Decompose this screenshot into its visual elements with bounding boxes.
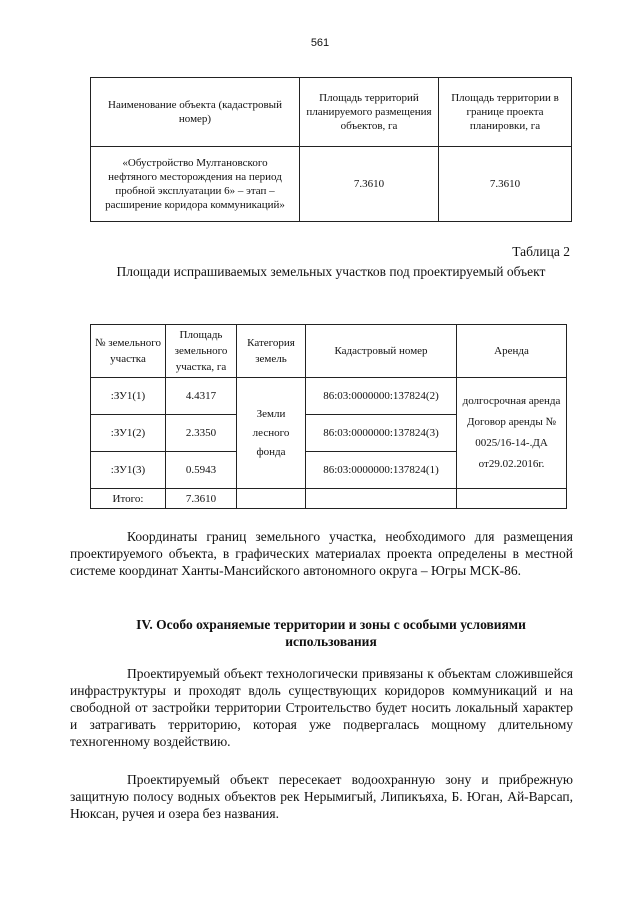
total-label-cell: Итого:	[91, 489, 166, 509]
project-area-cell: 7.3610	[439, 147, 572, 222]
coordinates-paragraph: Координаты границ земельного участка, необходимого для размещения проектируемого объекта, в графических материалах проекта определены в местной системе координат Ханты-Мансийского автономного округа – Югры МСК-86.	[70, 529, 573, 578]
table-total-row	[91, 489, 567, 509]
paragraph-water-zone: Проектируемый объект пересекает водоохранную зону и прибрежную защитную полосу водных объектов рек Нерымигый, Липикъяха, Б. Юган, Ай-Варсап, Нюксан, ручея и озера без названия.	[70, 772, 573, 821]
header-planned-area: Площадь территорий планируемого размещения объектов, га	[300, 78, 439, 147]
table-caption: Таблица 2	[512, 244, 570, 259]
cadastral-number-cell: 86:03:0000000:137824(2)	[306, 378, 457, 415]
header-project-area: Площадь территории в границе проекта планировки, га	[439, 78, 572, 147]
planned-area-cell: 7.3610	[300, 147, 439, 222]
land-plots-table	[90, 324, 567, 509]
cadastral-number-cell: 86:03:0000000:137824(3)	[306, 415, 457, 452]
paragraph-infrastructure: Проектируемый объект технологически привязаны к объектам сложившейся инфраструктуры и проходят вдоль существующих коридоров коммуникаций и на свободной от застройки территории Строительство будет носить локальный характер и затрагивать территорию, которая уже подвергалась мощному длительному техногенному воздействию.	[70, 666, 573, 749]
empty-cell	[306, 489, 457, 509]
header-object-name: Наименование объекта (кадастровый номер)	[91, 78, 300, 147]
header-plot-area: Площадь земельного участка, га	[166, 325, 237, 378]
header-cadastral-number: Кадастровый номер	[306, 325, 457, 378]
plot-area-cell: 0.5943	[166, 452, 237, 489]
section-heading: IV. Особо охраняемые территории и зоны с особыми условиями использования	[136, 617, 526, 649]
lease-cell: долгосрочная аренда Договор аренды № 0025/16-14-.ДА от29.02.2016г.	[457, 378, 567, 489]
table-row	[91, 378, 567, 415]
empty-cell	[237, 489, 306, 509]
header-lease: Аренда	[457, 325, 567, 378]
plot-area-cell: 4.4317	[166, 378, 237, 415]
header-plot-number: № земельного участка	[91, 325, 166, 378]
total-value-cell: 7.3610	[166, 489, 237, 509]
land-category-cell: Земли лесного фонда	[237, 378, 306, 489]
page-number: 561	[310, 37, 330, 49]
table-header-row	[91, 325, 567, 378]
cadastral-number-cell: 86:03:0000000:137824(1)	[306, 452, 457, 489]
objects-area-table	[90, 77, 572, 222]
plot-number-cell: :ЗУ1(1)	[91, 378, 166, 415]
table-title: Площади испрашиваемых земельных участков под проектируемый объект	[116, 264, 546, 279]
table-header-row	[91, 78, 572, 147]
plot-number-cell: :ЗУ1(2)	[91, 415, 166, 452]
plot-area-cell: 2.3350	[166, 415, 237, 452]
plot-number-cell: :ЗУ1(3)	[91, 452, 166, 489]
object-name-cell: «Обустройство Мултановского нефтяного месторождения на период пробной эксплуатации 6» – этап – расширение коридора коммуникаций»	[91, 147, 300, 222]
empty-cell	[457, 489, 567, 509]
table-row	[91, 147, 572, 222]
header-land-category: Категория земель	[237, 325, 306, 378]
